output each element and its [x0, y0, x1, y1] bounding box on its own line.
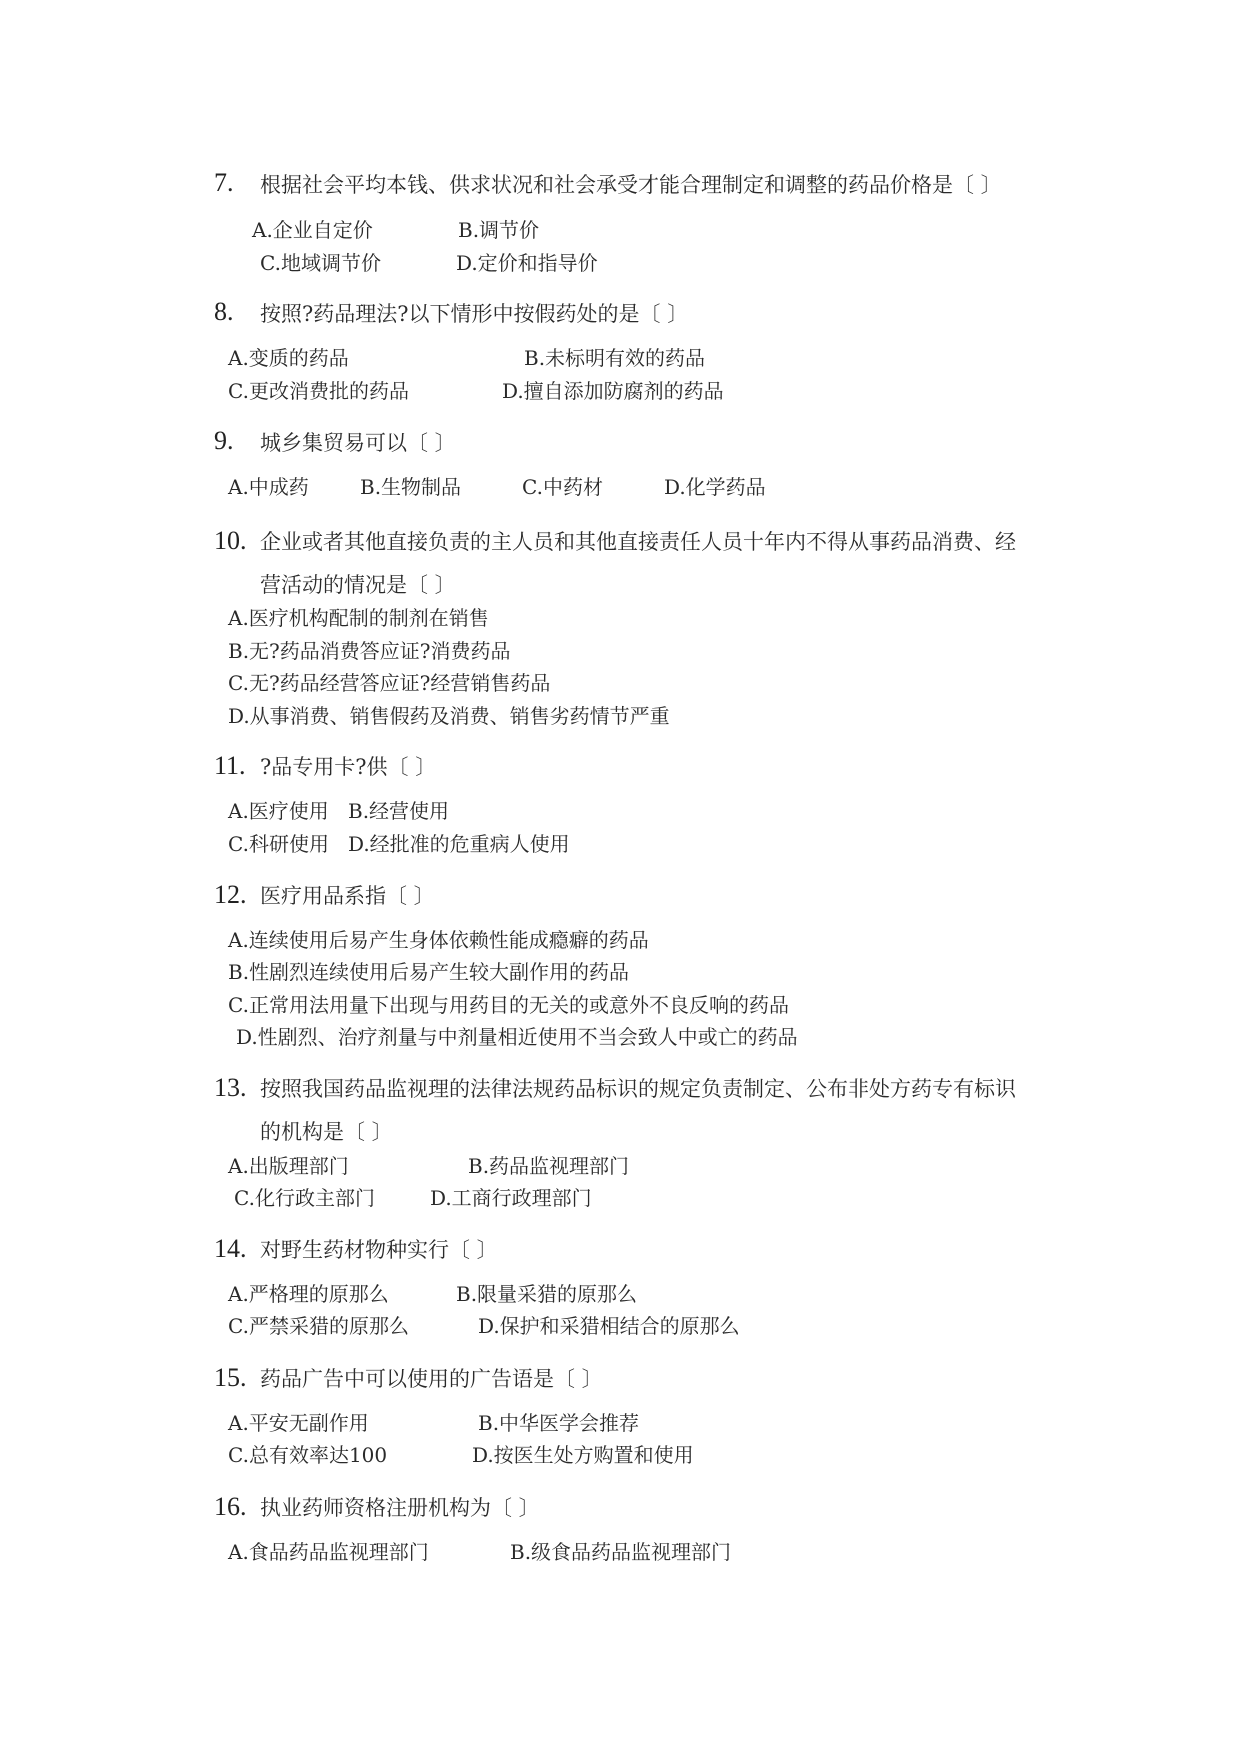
option-b: B.药品监视理部门 [468, 1154, 630, 1178]
option-b: B.未标明有效的药品 [524, 346, 706, 370]
option-c: C.正常用法用量下出现与用药目的无关的或意外不良反响的药品 [228, 993, 789, 1017]
option-b: B.级食品药品监视理部门 [510, 1540, 732, 1564]
option-b: B.调节价 [458, 218, 540, 242]
option-b: B.中华医学会推荐 [478, 1411, 640, 1435]
question-text: 根据社会平均本钱、供求状况和社会承受才能合理制定和调整的药品价格是〔 〕 [260, 173, 1002, 197]
option-a: A.连续使用后易产生身体依赖性能成瘾癖的药品 [228, 928, 649, 952]
option-d: D.化学药品 [664, 475, 766, 499]
option-a: A.变质的药品 [228, 346, 349, 370]
option-c: C.更改消费批的药品 [228, 379, 409, 403]
option-d: D.保护和采猎相结合的原那么 [478, 1314, 740, 1338]
question-text: 药品广告中可以使用的广告语是〔 〕 [260, 1367, 603, 1391]
question-number: 14. [214, 1234, 247, 1263]
option-d: D.从事消费、销售假药及消费、销售劣药情节严重 [228, 704, 670, 728]
question-text: 医疗用品系指〔 〕 [260, 884, 435, 908]
option-b: B.限量采猎的原那么 [456, 1282, 638, 1306]
option-b: B.生物制品 [360, 475, 462, 499]
question-text: 执业药师资格注册机构为〔 〕 [260, 1496, 540, 1520]
question-number: 7. [214, 168, 234, 197]
option-b: B.性剧烈连续使用后易产生较大副作用的药品 [228, 960, 630, 984]
option-d: D.经批准的危重病人使用 [348, 832, 570, 856]
question-number: 16. [214, 1492, 247, 1521]
option-a: A.出版理部门 [228, 1154, 349, 1178]
option-a: A.食品药品监视理部门 [228, 1540, 429, 1564]
option-b: B.无?药品消费答应证?消费药品 [228, 639, 511, 663]
option-c: C.地域调节价 [260, 251, 381, 275]
question-number: 11. [214, 751, 246, 780]
option-c: C.科研使用 [228, 832, 329, 856]
option-b: B.经营使用 [348, 799, 450, 823]
question-number: 15. [214, 1363, 247, 1392]
question-text: 按照我国药品监视理的法律法规药品标识的规定负责制定、公布非处方药专有标识 [260, 1077, 1016, 1101]
option-c: C.总有效率达100 [228, 1443, 388, 1467]
question-number: 12. [214, 880, 247, 909]
option-c: C.化行政主部门 [234, 1186, 375, 1210]
question-text: 按照?药品理法?以下情形中按假药处的是〔 〕 [260, 302, 689, 326]
option-c: C.严禁采猎的原那么 [228, 1314, 409, 1338]
option-a: A.中成药 [228, 475, 309, 499]
option-a: A.严格理的原那么 [228, 1282, 389, 1306]
question-text: 城乡集贸易可以〔 〕 [260, 431, 456, 455]
option-a: A.企业自定价 [252, 218, 373, 242]
option-c: C.中药材 [522, 475, 603, 499]
question-text: 对野生药材物种实行〔 〕 [260, 1238, 498, 1262]
question-number: 10. [214, 526, 247, 555]
question-text-continued: 营活动的情况是〔 〕 [260, 573, 456, 597]
option-d: D.擅自添加防腐剂的药品 [502, 379, 724, 403]
question-number: 8. [214, 297, 234, 326]
option-d: D.按医生处方购置和使用 [472, 1443, 694, 1467]
option-d: D.工商行政理部门 [430, 1186, 592, 1210]
option-d: D.定价和指导价 [456, 251, 598, 275]
question-text: ?品专用卡?供〔 〕 [260, 755, 437, 779]
option-a: A.医疗机构配制的制剂在销售 [228, 606, 489, 630]
option-a: A.平安无副作用 [228, 1411, 369, 1435]
option-c: C.无?药品经营答应证?经营销售药品 [228, 671, 551, 695]
option-d: D.性剧烈、治疗剂量与中剂量相近使用不当会致人中或亡的药品 [236, 1025, 798, 1049]
question-number: 13. [214, 1073, 247, 1102]
question-text-continued: 的机构是〔 〕 [260, 1120, 393, 1144]
option-a: A.医疗使用 [228, 799, 329, 823]
question-number: 9. [214, 426, 234, 455]
question-text: 企业或者其他直接负责的主人员和其他直接责任人员十年内不得从事药品消费、经 [260, 530, 1016, 554]
